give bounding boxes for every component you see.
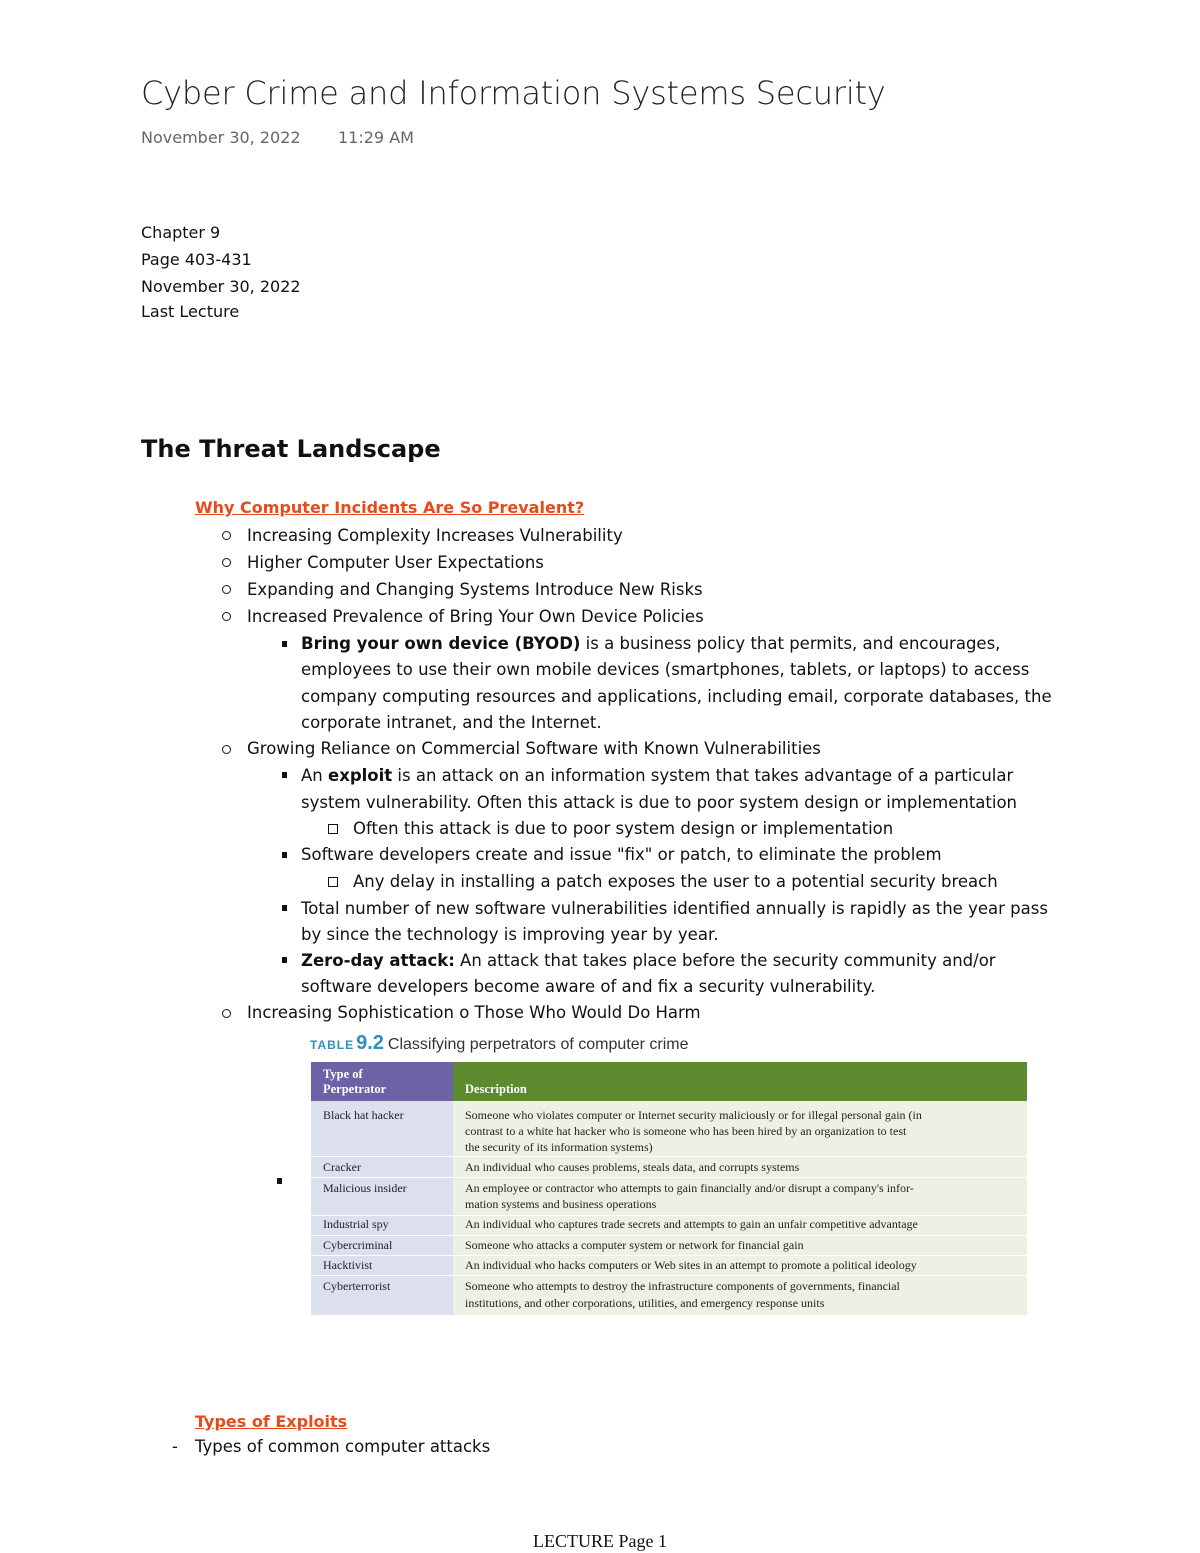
zero-day-line: software developers become aware of and fix a security vulnerability. — [301, 977, 876, 996]
dash-bullet: - — [172, 1437, 178, 1456]
table-cell-type: Hacktivist — [323, 1258, 373, 1272]
list-item: Growing Reliance on Commercial Software with Known Vulnerabilities — [247, 739, 821, 758]
list-item: Increased Prevalence of Bring Your Own Device Policies — [247, 607, 704, 626]
bullet-circle — [222, 558, 231, 567]
byod-text: is a business policy that permits, and encourages, — [580, 634, 1001, 653]
table-cell-type: Cybercriminal — [323, 1238, 393, 1252]
byod-line — [301, 634, 1000, 654]
table-caption — [310, 1032, 688, 1055]
table-cell-type: Industrial spy — [323, 1217, 389, 1231]
row-divider — [311, 1275, 1027, 1276]
table-caption-text: Classifying perpetrators of computer crime — [387, 1036, 689, 1053]
exploit-prefix: An — [301, 766, 328, 785]
bullet-square — [282, 905, 287, 911]
table-cell-type: Cyberterrorist — [323, 1279, 391, 1293]
table-caption-number: 9.2 — [356, 1032, 384, 1054]
row-divider — [311, 1255, 1027, 1256]
list-item: Higher Computer User Expectations — [247, 553, 544, 572]
list-item: Any delay in installing a patch exposes the user to a potential security breach — [353, 872, 998, 891]
bullet-square — [277, 1178, 282, 1184]
table-cell-desc: mation systems and business operations — [465, 1197, 657, 1211]
zero-day-text: An attack that takes place before the security community and/or — [454, 951, 996, 970]
table-cell-desc: the security of its information systems) — [465, 1140, 653, 1154]
exploit-text: is an attack on an information system that takes advantage of a particular — [392, 766, 1014, 785]
info-pages: Page 403-431 — [141, 250, 252, 269]
info-chapter: Chapter 9 — [141, 223, 221, 242]
page-footer: LECTURE Page 1 — [533, 1531, 667, 1551]
exploit-line: system vulnerability. Often this attack is due to poor system design or implementation — [301, 793, 1018, 812]
table-cell-desc: Someone who violates computer or Internet security maliciously or for illegal personal gain (in — [465, 1108, 922, 1122]
list-item: Often this attack is due to poor system design or implementation — [353, 819, 894, 838]
list-item: Types of common computer attacks — [195, 1437, 491, 1456]
table-header-type-line2: Perpetrator — [323, 1082, 387, 1096]
bullet-circle — [222, 1009, 231, 1018]
bullet-square — [282, 957, 287, 963]
row-divider — [311, 1235, 1027, 1236]
table-cell-type: Malicious insider — [323, 1181, 407, 1195]
byod-line: employees to use their own mobile devices (smartphones, tablets, or laptops) to access — [301, 660, 1030, 679]
table-cell-desc: An individual who captures trade secrets and attempts to gain an unfair competitive advantage — [465, 1217, 918, 1231]
table-cell-desc: Someone who attempts to destroy the infrastructure components of governments, financial — [465, 1279, 900, 1293]
section-heading: The Threat Landscape — [141, 435, 441, 463]
bullet-box — [328, 824, 338, 834]
subsection-heading-exploits: Types of Exploits — [195, 1412, 348, 1431]
table-cell-desc: An individual who hacks computers or Web sites in an attempt to promote a political ideology — [465, 1258, 917, 1272]
zero-day-line — [301, 951, 996, 971]
table-cell-type: Cracker — [323, 1160, 361, 1174]
row-divider — [311, 1156, 1027, 1157]
info-last-lecture: Last Lecture — [141, 302, 240, 321]
list-item: Increasing Complexity Increases Vulnerability — [247, 526, 623, 545]
list-item: Total number of new software vulnerabilities identified annually is rapidly as the year pass — [301, 899, 1048, 918]
zero-day-term: Zero-day attack: — [301, 951, 455, 970]
page-title: Cyber Crime and Information Systems Security — [141, 74, 886, 112]
bullet-square — [282, 852, 287, 858]
table-cell-desc: An employee or contractor who attempts to gain financially and/or disrupt a company's infor- — [465, 1181, 914, 1195]
table-cell-desc: institutions, and other corporations, utilities, and emergency response units — [465, 1296, 825, 1310]
list-item: Expanding and Changing Systems Introduce New Risks — [247, 580, 703, 599]
table-cell-desc: Someone who attacks a computer system or network for financial gain — [465, 1238, 804, 1252]
subsection-heading-prevalent: Why Computer Incidents Are So Prevalent? — [195, 498, 585, 517]
row-divider — [311, 1177, 1027, 1178]
byod-line: corporate intranet, and the Internet. — [301, 713, 602, 732]
bullet-square — [282, 641, 287, 647]
perpetrators-table — [311, 1062, 1027, 1315]
table-header-type-line1: Type of — [323, 1067, 363, 1081]
table-caption-label: TABLE — [310, 1038, 355, 1052]
table-header-type — [311, 1062, 453, 1101]
page-time: 11:29 AM — [338, 128, 414, 147]
byod-term: Bring your own device (BYOD) — [301, 634, 581, 653]
exploit-term: exploit — [328, 766, 393, 785]
table-cell-type: Black hat hacker — [323, 1108, 404, 1122]
page-date: November 30, 2022 — [141, 128, 301, 147]
table-cell-desc: contrast to a white hat hacker who is someone who has been hired by an organization to test — [465, 1124, 907, 1138]
table-header-description: Description — [453, 1062, 1027, 1101]
list-item: Increasing Sophistication o Those Who Would Do Harm — [247, 1003, 701, 1022]
byod-line: company computing resources and applications, including email, corporate databases, the — [301, 687, 1052, 706]
list-item: Software developers create and issue "fix" or patch, to eliminate the problem — [301, 845, 942, 864]
exploit-line — [301, 766, 1013, 786]
info-date: November 30, 2022 — [141, 277, 301, 296]
bullet-circle — [222, 745, 231, 754]
bullet-circle — [222, 612, 231, 621]
table-cell-desc: An individual who causes problems, steals data, and corrupts systems — [465, 1160, 800, 1174]
bullet-box — [328, 877, 338, 887]
bullet-circle — [222, 531, 231, 540]
bullet-square — [282, 772, 287, 778]
list-item: by since the technology is improving year by year. — [301, 925, 719, 944]
bullet-circle — [222, 585, 231, 594]
